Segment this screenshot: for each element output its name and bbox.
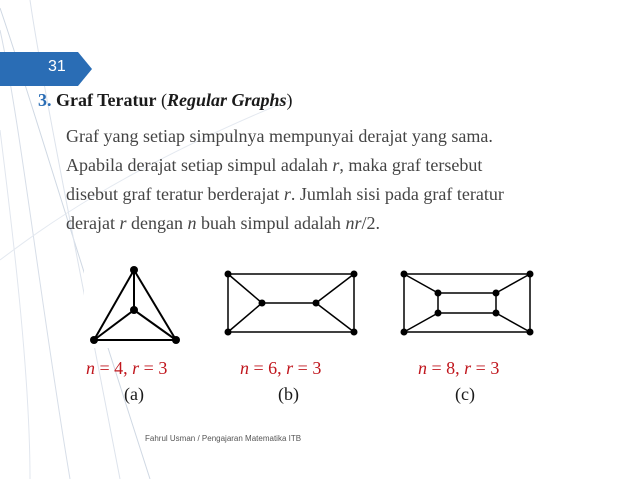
- line-1-text: Graf yang setiap simpulnya mempunyai derajat yang sama.: [66, 126, 493, 146]
- vertex: [351, 329, 358, 336]
- vertex: [259, 300, 266, 307]
- caption-n-value: = 4,: [95, 358, 133, 378]
- edge: [316, 303, 354, 332]
- caption-n: n: [86, 358, 95, 378]
- graph-b: [220, 268, 362, 338]
- edge: [316, 274, 354, 303]
- graph-c-sublabel: (c): [455, 384, 475, 404]
- edge: [438, 293, 496, 313]
- graph-a-sublabel: (a): [124, 384, 144, 404]
- edge: [404, 274, 438, 293]
- caption-n-value: = 6,: [249, 358, 287, 378]
- caption-r-value: = 3: [293, 358, 322, 378]
- edge: [228, 303, 262, 332]
- graph-b-caption: [240, 358, 321, 379]
- line-4-text-a: derajat: [66, 213, 120, 233]
- caption-n: n: [418, 358, 427, 378]
- paragraph-line-4: [66, 209, 626, 238]
- edge: [496, 313, 530, 332]
- edge: [228, 274, 262, 303]
- slide-footer: Fahrul Usman / Pengajaran Matematika ITB: [145, 434, 302, 443]
- line-4-text-c: buah simpul adalah: [196, 213, 346, 233]
- vertex: [401, 271, 408, 278]
- graph-a-k4: [84, 258, 188, 348]
- caption-r-value: = 3: [471, 358, 500, 378]
- graph-c-caption: [418, 358, 499, 379]
- variable-n: n: [187, 213, 197, 233]
- vertex: [435, 290, 442, 297]
- vertex: [493, 290, 500, 297]
- vertex: [435, 310, 442, 317]
- vertex: [130, 266, 138, 274]
- expression-nr: nr: [345, 213, 362, 233]
- line-4-text-b: dengan: [126, 213, 188, 233]
- heading-open-paren: (: [161, 90, 167, 110]
- caption-r-value: = 3: [139, 358, 168, 378]
- line-4-text-d: /2.: [361, 213, 380, 233]
- line-2-text-a: Apabila derajat setiap simpul adalah: [66, 155, 333, 175]
- definition-paragraph: [66, 122, 626, 238]
- section-title-english: Regular Graphs: [167, 90, 287, 110]
- line-2-text-b: , maka graf tersebut: [339, 155, 483, 175]
- vertex: [351, 271, 358, 278]
- vertex: [313, 300, 320, 307]
- caption-r: r: [132, 358, 140, 378]
- line-3-text-a: disebut graf teratur berderajat: [66, 184, 284, 204]
- caption-r: r: [286, 358, 294, 378]
- vertex: [527, 329, 534, 336]
- section-title: Graf Teratur: [56, 90, 157, 110]
- graph-c-cube: [396, 268, 538, 338]
- page-number-tag: [0, 52, 92, 86]
- heading-close-paren: ): [286, 90, 293, 110]
- edge: [496, 274, 530, 293]
- vertex: [225, 271, 232, 278]
- page-number: 31: [48, 58, 66, 75]
- graph-b-sublabel: (b): [278, 384, 299, 404]
- section-number: 3.: [38, 90, 52, 110]
- edge: [404, 274, 530, 332]
- caption-n-value: = 8,: [427, 358, 465, 378]
- line-3-text-b: . Jumlah sisi pada graf teratur: [290, 184, 504, 204]
- vertex: [527, 271, 534, 278]
- variable-r: r: [283, 184, 291, 204]
- paragraph-line-3: [66, 180, 626, 209]
- edge: [404, 313, 438, 332]
- variable-r: r: [119, 213, 127, 233]
- vertex: [401, 329, 408, 336]
- vertex: [130, 306, 138, 314]
- variable-r: r: [332, 155, 340, 175]
- caption-n: n: [240, 358, 249, 378]
- vertex: [225, 329, 232, 336]
- section-heading: [38, 90, 293, 111]
- graph-a-caption: [86, 358, 167, 379]
- paragraph-line-1: [66, 122, 626, 151]
- vertex: [493, 310, 500, 317]
- caption-r: r: [464, 358, 472, 378]
- vertex: [172, 336, 180, 344]
- vertex: [90, 336, 98, 344]
- paragraph-line-2: [66, 151, 626, 180]
